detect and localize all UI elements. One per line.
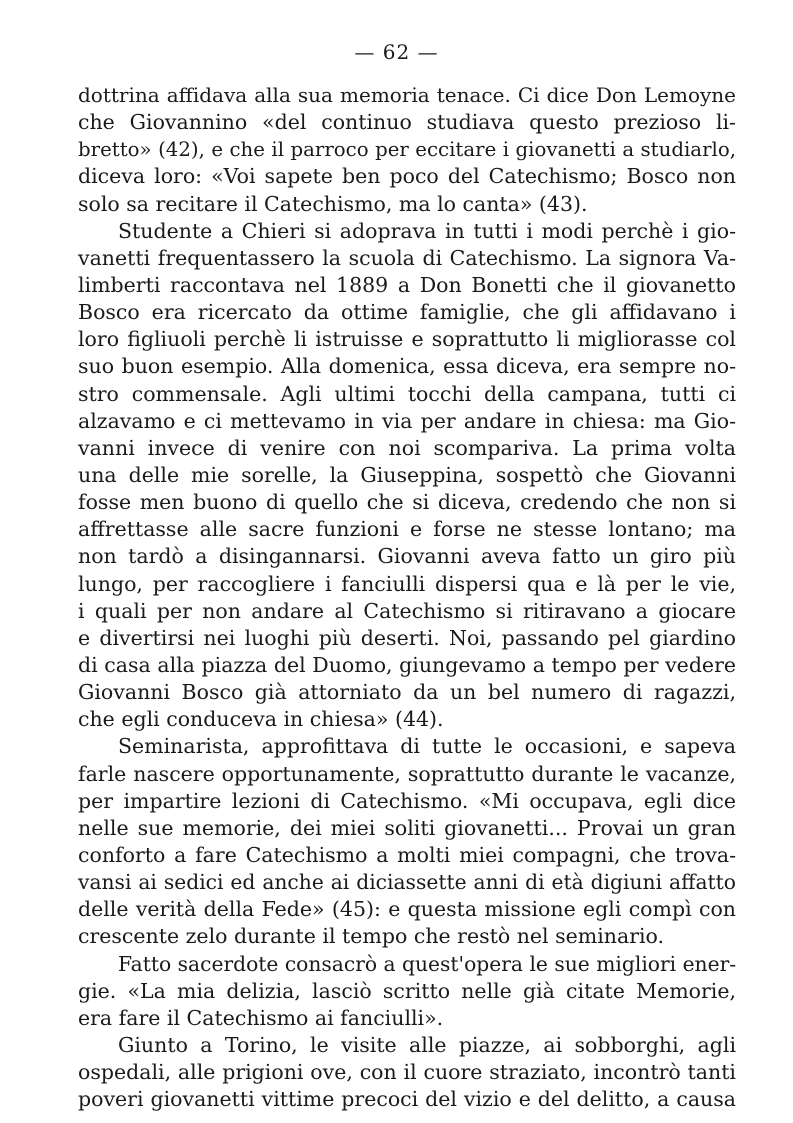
text-line: farle nascere opportunamente, soprattutto durante le vacanze,	[78, 761, 736, 786]
text-line: Studente a Chieri si adoprava in tutti i modi perchè i gio-	[118, 218, 736, 243]
text-line: vanni invece di venire con noi scompariva. La prima volta	[78, 435, 736, 460]
text-line: Seminarista, approfittava di tutte le occasioni, e sapeva	[118, 734, 736, 759]
text-line: una delle mie sorelle, la Giuseppina, sospettò che Giovanni	[78, 462, 736, 487]
text-line: per impartire lezioni di Catechismo. «Mi occupava, egli dice	[78, 788, 736, 813]
text-line: Giunto a Torino, le visite alle piazze, ai sobborghi, agli	[118, 1032, 736, 1057]
text-line: Fatto sacerdote consacrò a quest'opera le sue migliori ener-	[118, 951, 737, 976]
text-line: vanetti frequentassero la scuola di Catechismo. La signora Va-	[78, 245, 736, 270]
text-line: Bosco era ricercato da ottime famiglie, che gli affidavano i	[78, 300, 736, 325]
text-line: i quali per non andare al Catechismo si ritiravano a giocare	[78, 598, 736, 623]
text-line: di casa alla piazza del Duomo, giungevamo a tempo per vedere	[78, 652, 736, 677]
text-line: che Giovannino «del continuo studiava questo prezioso li-	[78, 110, 736, 135]
text-line: e divertirsi nei luoghi più deserti. Noi, passando pel giardino	[78, 625, 736, 650]
text-line: crescente zelo durante il tempo che restò nel seminario.	[78, 924, 665, 949]
text-line: suo buon esempio. Alla domenica, essa diceva, era sempre no-	[78, 354, 736, 379]
text-line: limberti raccontava nel 1889 a Don Bonetti che il giovanetto	[78, 272, 736, 297]
text-line: dottrina affidava alla sua memoria tenace. Ci dice Don Lemoyne	[78, 83, 736, 107]
text-line: conforto a fare Catechismo a molti miei compagni, che trova-	[78, 842, 736, 867]
text-line: solo sa recitare il Catechismo, ma lo canta» (43).	[78, 191, 588, 216]
text-line: che egli conduceva in chiesa» (44).	[78, 707, 444, 732]
page-number: — 62 —	[354, 40, 439, 64]
text-line: non tardò a disingannarsi. Giovanni aveva fatto un giro più	[78, 544, 736, 569]
text-line: lungo, per raccogliere i fanciulli dispersi qua e là per le vie,	[78, 571, 736, 596]
text-line: poveri giovanetti vittime precoci del vizio e del delitto, a causa	[78, 1087, 736, 1112]
text-line: ospedali, alle prigioni ove, con il cuore straziato, incontrò tanti	[78, 1060, 736, 1085]
text-line: loro figliuoli perchè li istruisse e soprattutto li migliorasse col	[78, 327, 736, 352]
text-line: diceva loro: «Voi sapete ben poco del Catechismo; Bosco non	[78, 164, 736, 189]
text-line: bretto» (42), e che il parroco per eccitare i giovanetti a studiarlo,	[78, 138, 736, 162]
text-line: affrettasse alle sacre funzioni e forse ne stesse lontano; ma	[78, 517, 736, 542]
text-line: alzavamo e ci mettevamo in via per andare in chiesa: ma Gio-	[78, 408, 736, 433]
text-line: delle verità della Fede» (45): e questa missione egli compì con	[78, 897, 736, 922]
text-line: gie. «La mia delizia, lasciò scritto nelle già citate Memorie,	[78, 978, 736, 1003]
text-line: vansi ai sedici ed anche ai diciassette anni di età digiuni affatto	[78, 870, 736, 895]
text-line: Giovanni Bosco già attorniato da un bel numero di ragazzi,	[78, 680, 736, 705]
text-line: nelle sue memorie, dei miei soliti giovanetti... Provai un gran	[78, 815, 736, 840]
body-text	[78, 82, 736, 1113]
text-line: fosse men buono di quello che si diceva, credendo che non si	[78, 490, 736, 515]
text-line: era fare il Catechismo ai fanciulli».	[78, 1005, 444, 1030]
text-line: stro commensale. Agli ultimi tocchi della campana, tutti ci	[78, 381, 736, 406]
